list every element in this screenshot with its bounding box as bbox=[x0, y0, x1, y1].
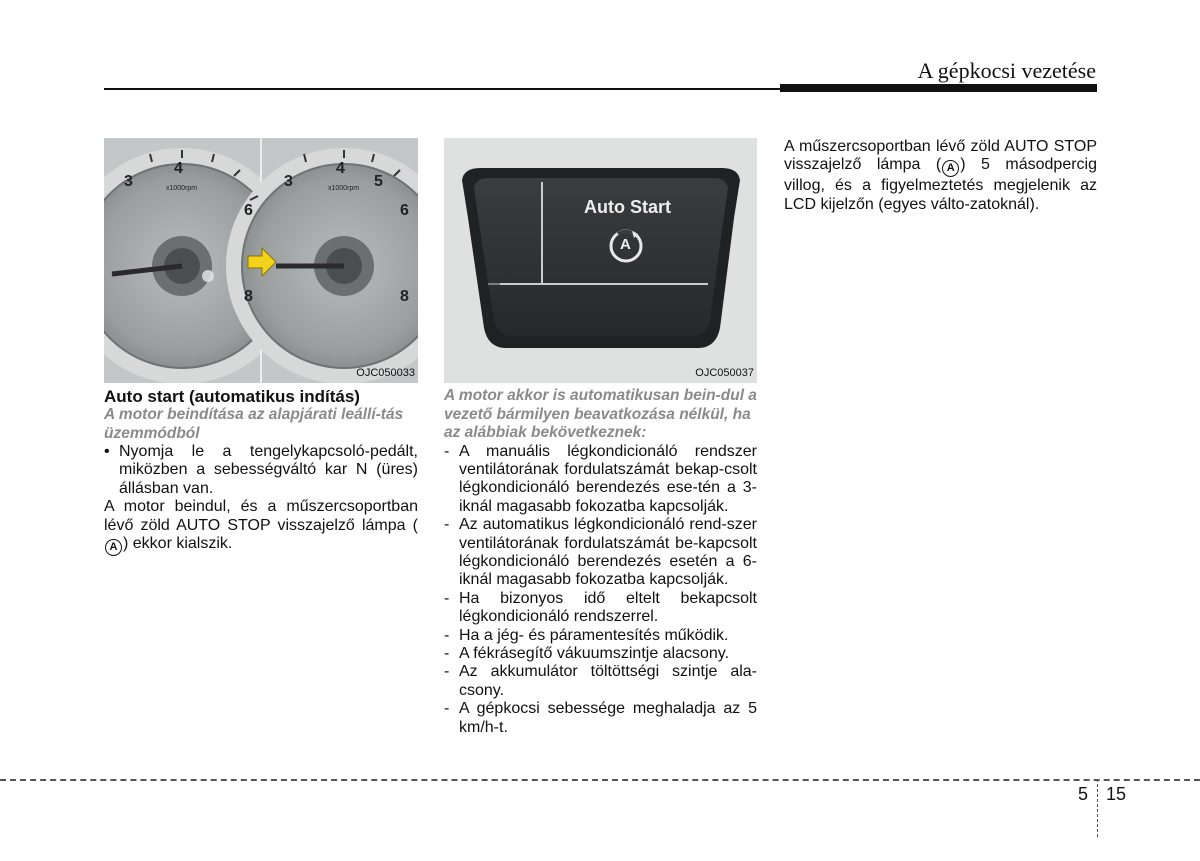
subheading: A motor beindítása az alapjárati leállí-tás üzemmódból bbox=[104, 406, 404, 442]
gauge-tick-label: 8 bbox=[244, 288, 253, 305]
paragraph-text: A motor beindul, és a műszercsoportban lévő zöld AUTO STOP visszajelző lámpa ( bbox=[104, 498, 418, 534]
list-item-text: A gépkocsi sebessége meghaladja az 5 km/h-t. bbox=[459, 700, 757, 736]
header-rule-accent bbox=[780, 84, 1097, 92]
paragraph-text: A műszercsoportban lévő zöld AUTO STOP visszajelző lámpa ( bbox=[784, 138, 1097, 174]
figure-code: OJC050033 bbox=[356, 366, 415, 379]
auto-stop-lamp-icon: A bbox=[105, 539, 122, 556]
list-item-text: Az automatikus légkondicionáló rend-szer ventilátorának fordulatszámát be-kapcsolt légkondicionáló berendezés esetén a 6-iknál magasabb fokozatba kapcsolják. bbox=[459, 516, 757, 589]
tachometer-illustration bbox=[104, 138, 418, 383]
bullet-text: Nyomja le a tengelykapcsoló-pedált, miközben a sebességváltó kar N (üres) állásban van. bbox=[119, 443, 418, 497]
list-item-text: A manuális légkondicionáló rendszer ventilátorának fordulatszámát bekap-csolt légkondicionáló berendezés ese-tén a 3-iknál magasabb fokozatba kapcsolják. bbox=[459, 442, 757, 515]
figure-code: OJC050037 bbox=[695, 366, 754, 379]
list-item bbox=[444, 443, 757, 517]
paragraph-text: ) ekkor kialszik. bbox=[123, 535, 233, 553]
gauge-tick-label: 4 bbox=[336, 160, 345, 177]
paragraph bbox=[104, 498, 418, 556]
list-item bbox=[444, 627, 757, 645]
list-item-text: Ha a jég- és páramentesítés működik. bbox=[459, 626, 729, 644]
button-figure bbox=[444, 138, 757, 383]
list-item-text: Az akkumulátor töltöttségi szintje ala-csony. bbox=[459, 663, 757, 699]
gauge-figure bbox=[104, 138, 418, 383]
gauge-tick-label: 3 bbox=[284, 173, 293, 190]
subheading: A motor akkor is automatikusan bein-dul a vezető bármilyen beavatkozása nélkül, ha az alábbiak bekövetkeznek: bbox=[444, 387, 757, 441]
column-middle bbox=[444, 138, 757, 737]
running-header-title: A gépkocsi vezetése bbox=[917, 58, 1096, 83]
auto-stop-lamp-icon: A bbox=[942, 160, 959, 177]
gauge-tick-label: 3 bbox=[124, 173, 133, 190]
list-item-text: Ha bizonyos idő eltelt bekapcsolt légkondicionáló rendszerrel. bbox=[459, 589, 757, 626]
auto-start-symbol-icon: A bbox=[620, 236, 631, 253]
button-label: Auto Start bbox=[584, 197, 671, 217]
gauge-caption: x1000rpm bbox=[166, 185, 198, 192]
dash-mark: - bbox=[444, 589, 450, 607]
dash-mark: - bbox=[444, 644, 450, 662]
list-item bbox=[444, 645, 757, 663]
gauge-tick-label: 8 bbox=[400, 288, 409, 305]
chapter-number: 5 bbox=[1078, 784, 1089, 804]
footer-dashed-rule bbox=[0, 779, 1200, 781]
dash-mark: - bbox=[444, 663, 450, 681]
dash-mark: - bbox=[444, 700, 450, 718]
bullet-mark: • bbox=[104, 443, 110, 460]
dash-mark: - bbox=[444, 442, 450, 460]
list-item bbox=[444, 700, 757, 737]
gauge-tick-label: 5 bbox=[374, 173, 383, 190]
bullet-item bbox=[104, 443, 418, 498]
list-item-text: A fékrásegítő vákuumszintje alacsony. bbox=[459, 644, 730, 662]
gauge-tick-label: 6 bbox=[244, 202, 253, 219]
auto-start-button-illustration bbox=[444, 138, 757, 383]
dash-mark: - bbox=[444, 516, 450, 534]
column-right bbox=[784, 138, 1097, 214]
section-heading: Auto start (automatikus indítás) bbox=[104, 387, 360, 406]
footer-divider bbox=[1097, 779, 1098, 837]
column-left bbox=[104, 138, 418, 556]
paragraph-text: ) 5 másodpercig villog, és a figyelmeztetés megjelenik az LCD kijelzőn (egyes válto-zatoknál). bbox=[784, 156, 1097, 213]
dash-mark: - bbox=[444, 626, 450, 644]
page-number: 15 bbox=[1106, 784, 1127, 804]
gauge-caption: x1000rpm bbox=[328, 185, 360, 192]
list-item bbox=[444, 663, 757, 700]
list-item bbox=[444, 590, 757, 627]
gauge-tick-label: 6 bbox=[400, 202, 409, 219]
paragraph bbox=[784, 138, 1097, 214]
gauge-tick-label: 4 bbox=[174, 160, 183, 177]
list-item bbox=[444, 516, 757, 590]
